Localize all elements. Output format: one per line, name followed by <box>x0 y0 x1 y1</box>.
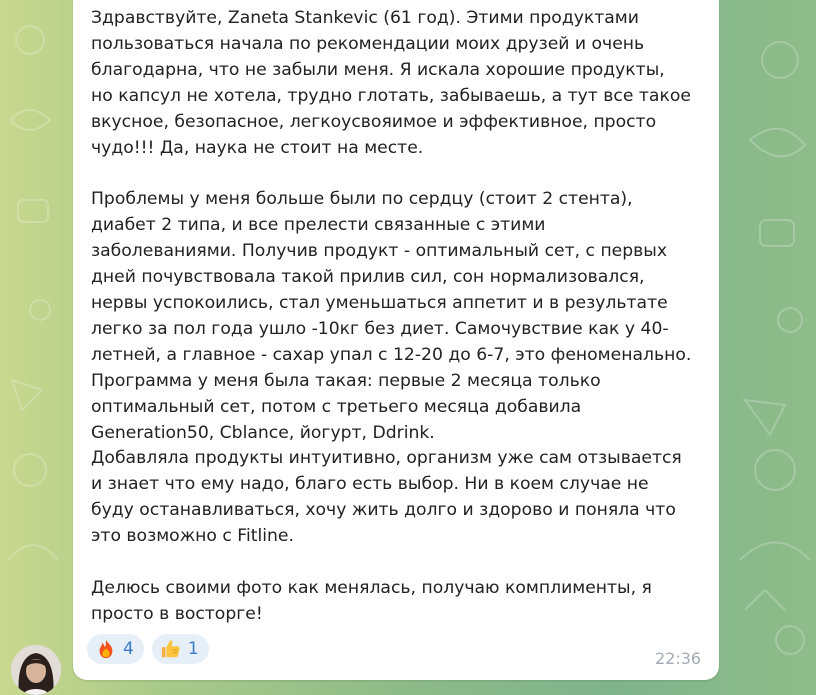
reaction-count: 1 <box>187 639 199 659</box>
message-time: 22:36 <box>655 649 702 668</box>
message-text: Здравствуйте, Zaneta Stankevic (61 год). Этими продуктами пользоваться начала по рекомендации моих друзей и очень благодарна, что не забыли меня. Я искала хорошие продукты, но капсул не хотела, трудно глотать, забываешь, а тут все такое вкусное, безопасное, легкоусвояимое и эффективное, просто чудо!!! Да, наука не стоит на месте. Проблемы у меня больше были по сердцу (стоит 2 стента), диабет 2 типа, и все прелести связанные с этими заболеваниями. Получив продукт - оптимальный сет, с первых дней почувствовала такой прилив сил, сон нормализовался, нервы успокоились, стал уменьшаться аппетит и в результате легко за пол года ушло -10кг без диет. Самочувствие как у 40- летней, а главное - сахар упал с 12-20 до 6-7, это феноменально. Программа у меня была такая: первые 2 месяца только оптимальный сет, потом с третьего месяца добавила Generation50, Cblance, йогурт, Ddrink. Добавляла продукты интуитивно, организм уже сам отзывается и знает что ему надо, благо есть выбор. Ни в коем случае не буду останавливаться, хочу жить долго и здорово и поняла что это возможно с Fitline. Делюсь своими фото как менялась, получаю комплименты, я просто в восторге! <box>91 8 692 624</box>
reactions-bar <box>87 634 209 664</box>
thumbs-up-icon <box>160 638 182 660</box>
reaction-count: 4 <box>123 639 134 659</box>
fire-icon <box>95 638 117 660</box>
reaction-thumbs-up[interactable] <box>152 634 209 664</box>
reaction-fire[interactable] <box>87 634 144 664</box>
avatar[interactable] <box>11 645 61 695</box>
user-photo <box>11 645 61 695</box>
